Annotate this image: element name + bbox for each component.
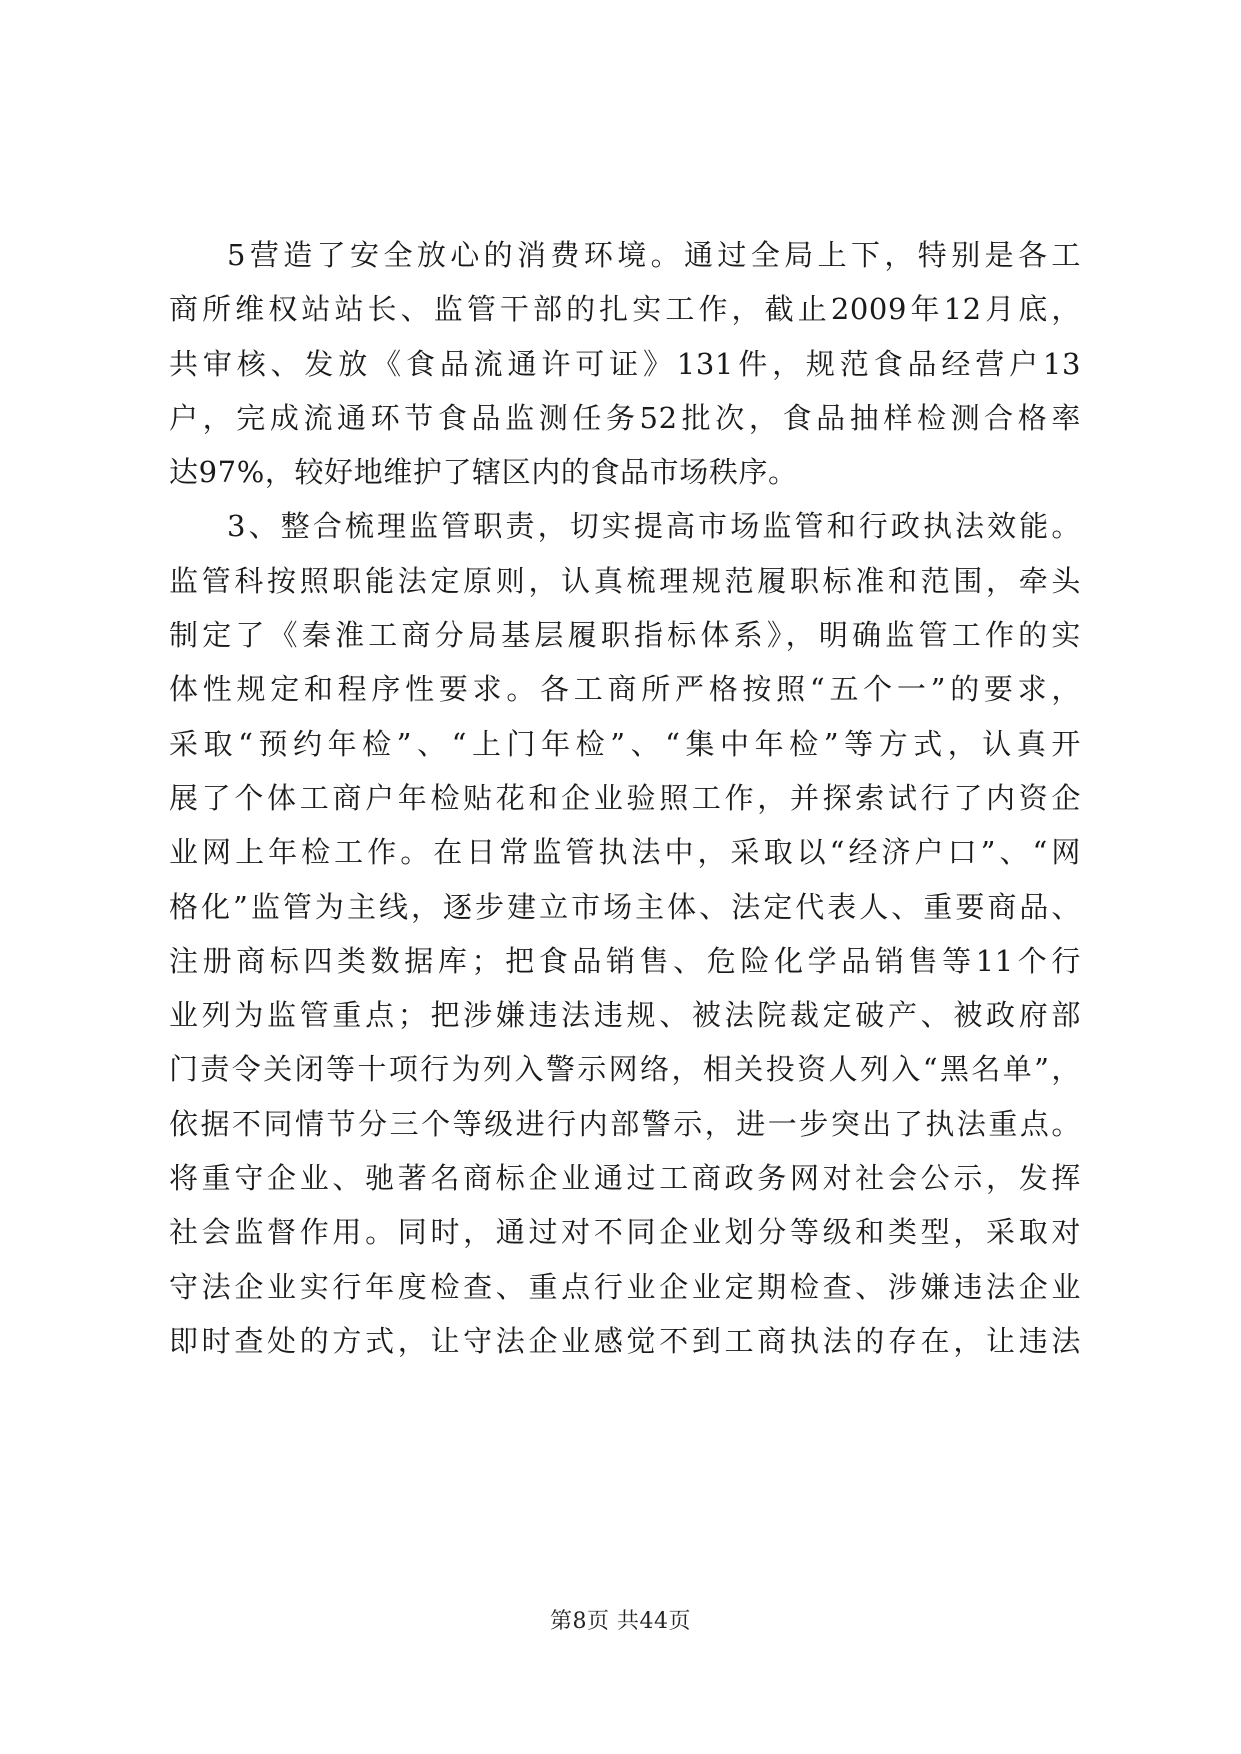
page-number-footer: 第8页 共44页 [550,1609,691,1634]
text-line: 依据不同情节分三个等级进行内部警示，进一步突出了执法重点。 [169,1106,1081,1141]
text-line: 达97%，较好地维护了辖区内的食品市场秩序。 [169,455,798,490]
body-text [169,228,1081,1368]
text-line: 守法企业实行年度检查、重点行业企业定期检查、涉嫌违法企业 [169,1269,1081,1304]
text-line: 5营造了安全放心的消费环境。通过全局上下，特别是各工 [227,238,1081,272]
text-line: 注册商标四类数据库；把食品销售、危险化学品销售等11个行 [169,943,1081,978]
text-line: 门责令关闭等十项行为列入警示网络，相关投资人列入“黑名单”， [169,1052,1081,1087]
text-line: 业网上年检工作。在日常监管执法中，采取以“经济户口”、“网 [169,835,1081,870]
text-line: 业列为监管重点；把涉嫌违法违规、被法院裁定破产、被政府部 [169,998,1081,1033]
text-line: 社会监督作用。同时，通过对不同企业划分等级和类型，采取对 [169,1215,1081,1250]
text-line: 采取“预约年检”、“上门年检”、“集中年检”等方式，认真开 [169,726,1081,761]
text-line: 户，完成流通环节食品监测任务52批次，食品抽样检测合格率 [169,400,1081,435]
text-line: 格化”监管为主线，逐步建立市场主体、法定代表人、重要商品、 [169,889,1081,924]
text-line: 展了个体工商户年检贴花和企业验照工作，并探索试行了内资企 [169,780,1081,815]
text-line: 监管科按照职能法定原则，认真梳理规范履职标准和范围，牵头 [169,563,1081,598]
text-line: 将重守企业、驰著名商标企业通过工商政务网对社会公示，发挥 [169,1161,1081,1196]
text-line: 即时查处的方式，让守法企业感觉不到工商执法的存在，让违法 [169,1323,1081,1358]
text-line: 制定了《秦淮工商分局基层履职指标体系》，明确监管工作的实 [169,618,1081,653]
text-line: 3、整合梳理监管职责，切实提高市场监管和行政执法效能。 [227,509,1081,544]
text-line: 共审核、发放《食品流通许可证》131件，规范食品经营户13 [169,346,1081,381]
text-line: 体性规定和程序性要求。各工商所严格按照“五个一”的要求， [169,672,1081,707]
text-line: 商所维权站站长、监管干部的扎实工作，截止2009年12月底， [169,292,1081,327]
